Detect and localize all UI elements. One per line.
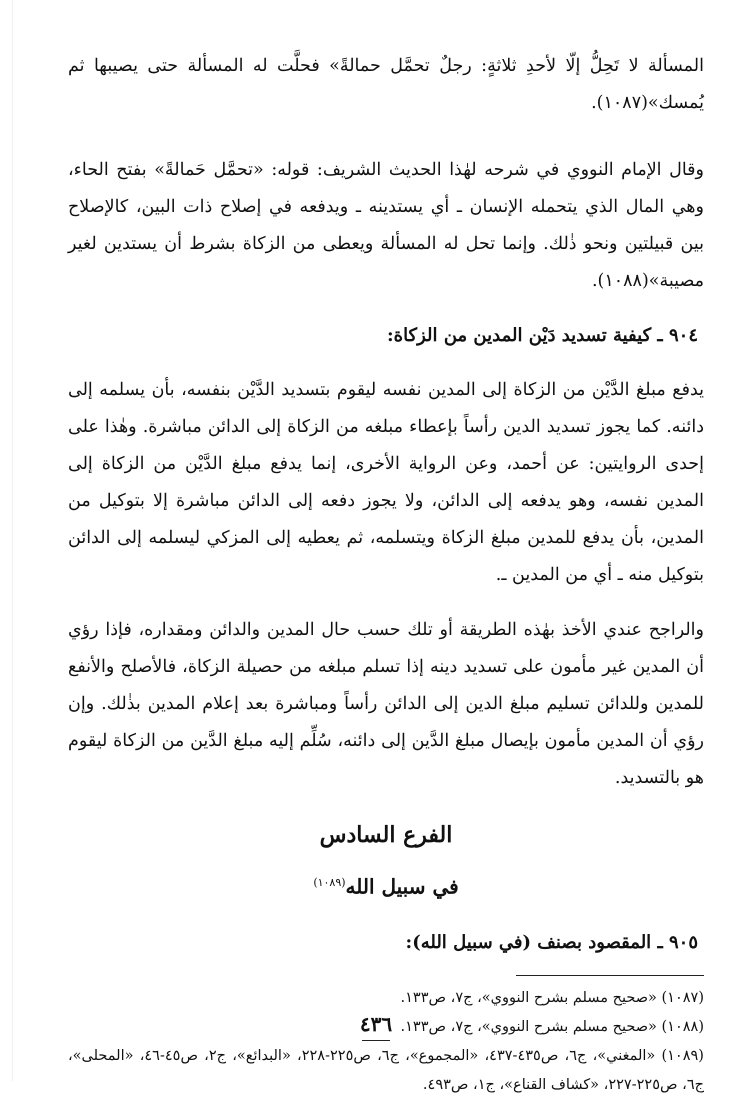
footnote-1087: (١٠٨٧) «صحيح مسلم بشرح النووي»، ج٧، ص١٣٣. [400,989,704,1006]
page-number: ٤٣٦ [359,1012,393,1036]
branch-title: الفرع السادس [319,822,453,848]
footnote-divider-wrap [68,975,704,976]
branch-subtitle-footnote-ref: (١٠٨٩) [313,876,346,889]
paragraph-nawawi-commentary: وقال الإمام النووي في شرحه لهٰذا الحديث الشريف: قوله: «تحمَّل حَمالةً» بفتح الحاء، وهي المال الذي يتحمله الإنسان ـ أي يستدينه ـ ويدفعه في إصلاح ذات البين، كالإصلاح بين قبيلتين ونحو ذٰلك. وإنما تحل له المسألة ويعطى من الزكاة بشرط أن يستدين لغير مصيبة»(١٠٨٨). [68,160,704,291]
paragraph-debt-payment-method: يدفع مبلغ الدَّيْن من الزكاة إلى المدين نفسه ليقوم بتسديد الدَّيْن بنفسه، بأن يسلمه إلى دائنه. كما يجوز تسديد الدين رأساً بإعطاء مبلغه من الزكاة إلى الدائن مباشرة. وهٰذا على إحدى الروايتين: عن أحمد، وعن الرواية الأخرى، إنما يدفع مبلغ الدَّيْن من الزكاة إلى المدين نفسه، وهو يدفعه إلى الدائن، ولا يجوز دفعه إلى الدائن مباشرة إلا بتوكيل من المدين، بأن يدفع للمدين مبلغ الزكاة ويتسلمه، ثم يعطيه إلى المزكي ليسلمه إلى الدائن بتوكيل منه ـ أي من المدين ـ. [68,380,704,585]
page-body [68,48,704,1100]
section-heading-904: ٩٠٤ ـ كيفية تسديد دَيْن المدين من الزكاة: [387,325,698,346]
section-heading-905: ٩٠٥ ـ المقصود بصنف (في سبيل الله): [405,931,698,953]
footnote-1089: (١٠٨٩) «المغني»، ج٦، ص٤٣٥-٤٣٧، «المجموع»، ج٦، ص٢٢٥-٢٢٨، «البدائع»، ج٢، ص٤٥-٤٦، «المحلى»، ج٦، ص٢٢٥-٢٢٧، «كشاف القناع»، ج١، ص٤٩٣. [68,1047,704,1093]
branch-subtitle-text: في سبيل الله [345,874,459,899]
page-number-underline [362,1040,390,1041]
footnotes [68,984,704,1100]
branch-subtitle [68,863,704,907]
page-spine-shadow [12,0,13,1081]
paragraph-preferred-opinion: والراجح عندي الأخذ بهٰذه الطريقة أو تلك حسب حال المدين والدائن ومقداره، فإذا رؤي أن المدين غير مأمون على تسديد دينه إذا تسلم مبلغه من حصيلة الزكاة، فالأصلح والأنفع للمدين وللدائن تسليم مبلغ الدين إلى الدائن رأساً ومباشرة بعد إعلام المدين بذٰلك. وإن رؤي أن المدين مأمون بإيصال مبلغ الدَّين إلى دائنه، سُلِّم إليه مبلغ الدَّين من الزكاة ليقوم هو بالتسديد. [68,620,704,788]
paragraph-hadith-end: المسألة لا تَحِلُّ إلّا لأحدِ ثلاثةٍ: رجلٌ تحمَّل حمالةً» فحلَّت له المسألة حتى يصيبها ثم يُمسك»(١٠٨٧). [68,56,704,113]
footnote-1088: (١٠٨٨) «صحيح مسلم بشرح النووي»، ج٧، ص١٣٣. [400,1018,704,1035]
footnote-divider [516,975,704,976]
